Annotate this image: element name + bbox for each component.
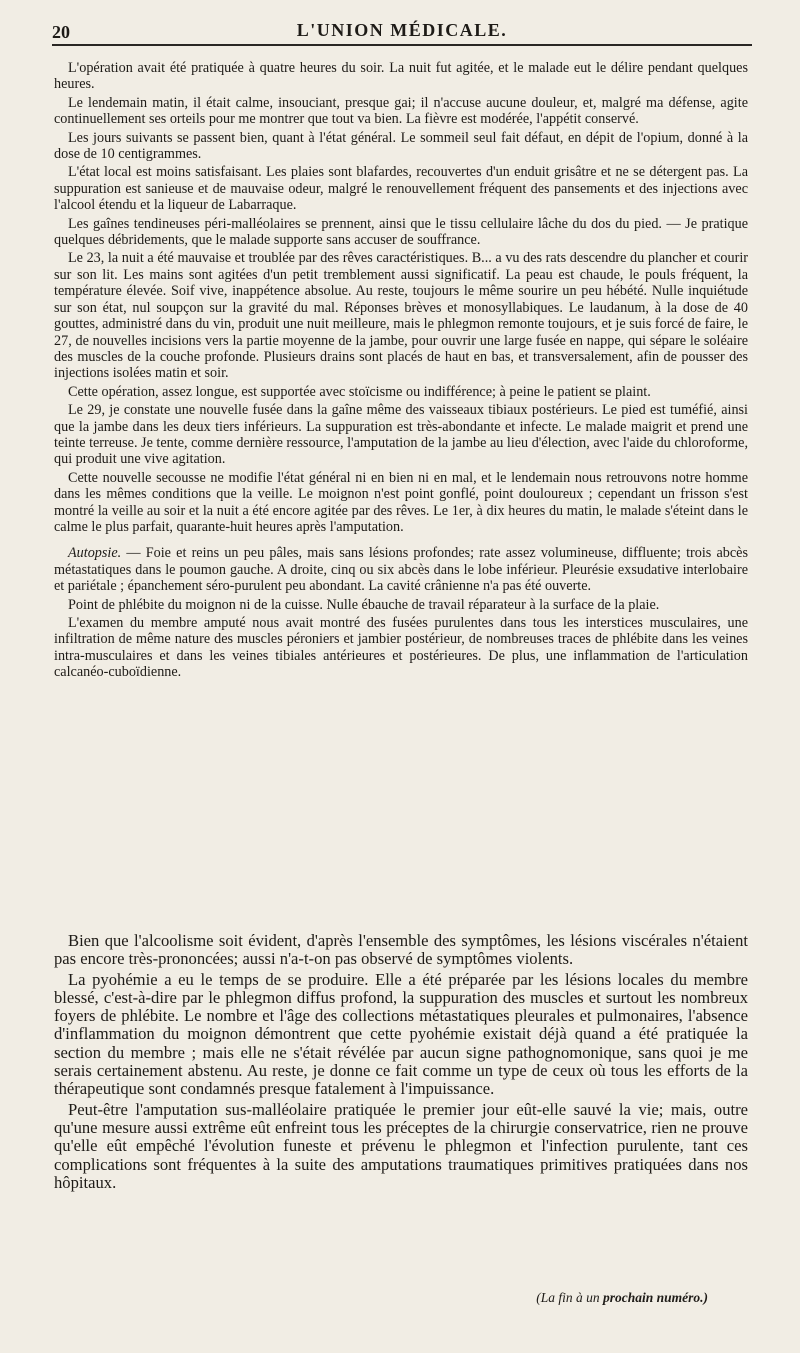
paragraph: L'opération avait été pratiquée à quatre heures du soir. La nuit fut agitée, et le malade eut le délire pendant quelques heures. bbox=[54, 60, 748, 93]
paragraph: Le 23, la nuit a été mauvaise et troublée par des rêves caractéristiques. B... a vu des rats descendre du plancher et courir sur son lit. Les mains sont agitées d'un petit tremblement aussi significatif. La peau est chaude, le pouls fréquent, la température élevée. Soif vive, inappétence absolue. Au reste, toujours le même sourire un peu hébété. Nulle inquiétude sur son état, nul soupçon sur la gravité du mal. Réponses brèves et monosyllabiques. Le laudanum, à la dose de 40 gouttes, administré dans du vin, produit une nuit meilleure, mais le phlegmon remonte toujours, et je suis forcé de faire, le 27, de nouvelles incisions vers la partie moyenne de la jambe, pour ouvrir une large fusée en nappe, qui sépare le soléaire des muscles de la couche profonde. Plusieurs drains sont placés de haut en bas, et transversalement, afin de pousser des injections isolées matin et soir. bbox=[54, 250, 748, 382]
page-number: 20 bbox=[52, 22, 70, 42]
continuation-prefix: (La fin à un bbox=[536, 1290, 603, 1305]
paragraph: L'état local est moins satisfaisant. Les plaies sont blafardes, recouvertes d'un enduit grisâtre et ne se détergent pas. La suppuration est sanieuse et de mauvaise odeur, malgré le renouvellement fréquent des pansements et des injections avec l'alcool étendu et la liqueur de Labarraque. bbox=[54, 164, 748, 214]
page-header bbox=[52, 18, 752, 46]
paragraph: Peut-être l'amputation sus-malléolaire pratiquée le premier jour eût-elle sauvé la vie; mais, outre qu'une mesure aussi extrême eût enfreint tous les préceptes de la chirurgie conservatrice, rien ne prouve qu'elle eût empêché l'évolution funeste et prévenu le phlegmon et l'infection purulente, tant ces complications sont fréquentes à la suite des amputations traumatiques primitives pratiquées dans nos hôpitaux. bbox=[54, 1099, 748, 1192]
autopsy-text: — Foie et reins un peu pâles, mais sans lésions profondes; rate assez volumineuse, diffluente; trois abcès métastatiques dans le poumon gauche. A droite, cinq ou six abcès dans le lobe inférieur. Pleurésie exsudative interlobaire et pariétale ; épanchement séro-purulent peu abondant. La cavité crânienne n'a pas été ouverte. bbox=[54, 545, 748, 595]
paragraph: Cette nouvelle secousse ne modifie l'état général ni en bien ni en mal, et le lendemain nous retrouvons notre homme dans les mêmes conditions que la veille. Le moignon n'est point gonflé, point douloureux ; cependant un frisson s'est montré la veille au soir et la nuit a été encore agitée par des rêves. Le 1er, à dix heures du matin, le malade s'éteint dans le calme le plus parfait, quarante-huit heures après l'amputation. bbox=[54, 469, 748, 535]
case-report bbox=[54, 60, 748, 683]
paragraph: Le lendemain matin, il était calme, insouciant, presque gai; il n'accuse aucune douleur, et, malgré ma défense, agite continuellement ses orteils pour me montrer que tout va bien. La fièvre est modérée, l'appétit conservé. bbox=[54, 94, 748, 128]
paragraph: La pyohémie a eu le temps de se produire. Elle a été préparée par les lésions locales du membre blessé, c'est-à-dire par le phlegmon diffus profond, la suppuration des muscles et surtout les nombreux foyers de phlébite. Le nombre et l'âge des collections métastatiques pleurales et pulmonaires, l'absence d'inflammation du moignon démontrent que cette pyohémie existait déjà quand a été pratiquée la section du membre ; mais elle ne s'était révélée par aucun signe pathognomonique, sans quoi je me serais certainement abstenu. Au reste, je donne ce fait comme un type de ceux où tous les efforts de la thérapeutique sont condamnés presque fatalement à l'impuissance. bbox=[54, 969, 748, 1099]
paragraph: Point de phlébite du moignon ni de la cuisse. Nulle ébauche de travail réparateur à la surface de la plaie. bbox=[68, 596, 660, 613]
continuation-note bbox=[536, 1290, 708, 1306]
paragraph: Cette opération, assez longue, est supportée avec stoïcisme ou indifférence; à peine le patient se plaint. bbox=[68, 383, 651, 400]
paragraph: Bien que l'alcoolisme soit évident, d'après l'ensemble des symptômes, les lésions viscérales n'étaient pas encore très-prononcées; aussi n'a-t-on pas observé de symptômes violents. bbox=[54, 931, 748, 969]
autopsy-lead: Autopsie. bbox=[68, 545, 122, 562]
journal-title: L'UNION MÉDICALE. bbox=[296, 20, 508, 40]
continuation-emphasis: prochain numéro.) bbox=[602, 1290, 708, 1305]
paragraph: Les jours suivants se passent bien, quant à l'état général. Le sommeil seul fait défaut, en dépit de l'opium, donné à la dose de 10 centigrammes. bbox=[54, 129, 748, 163]
paragraph: L'examen du membre amputé nous avait montré des fusées purulentes dans tous les interstices musculaires, une infiltration de même nature des muscles péroniers et jambier postérieur, de nombreuses traces de phlébite dans les veines intra-musculaires et dans les veines tibiales antérieures et postérieures. De plus, une inflammation de l'articulation calcanéo-cuboïdienne. bbox=[54, 615, 748, 681]
paragraph: Les gaînes tendineuses péri-malléolaires se prennent, ainsi que le tissu cellulaire lâche du dos du pied. — Je pratique quelques débridements, que le malade supporte sans accuser de souffrance. bbox=[54, 215, 748, 249]
discussion bbox=[54, 932, 748, 1194]
paragraph: Le 29, je constate une nouvelle fusée dans la gaîne même des vaisseaux tibiaux postérieurs. Le pied est tuméfié, ainsi que la jambe dans les deux tiers inférieurs. La suppuration est très-abondante et infecte. Le malade maigrit et prend une teinte terreuse. Je tente, comme dernière ressource, l'amputation de la jambe au lieu d'élection, avec l'aide du chloroforme, qui produit une vive agitation. bbox=[54, 402, 748, 468]
autopsy-paragraph bbox=[54, 545, 748, 594]
